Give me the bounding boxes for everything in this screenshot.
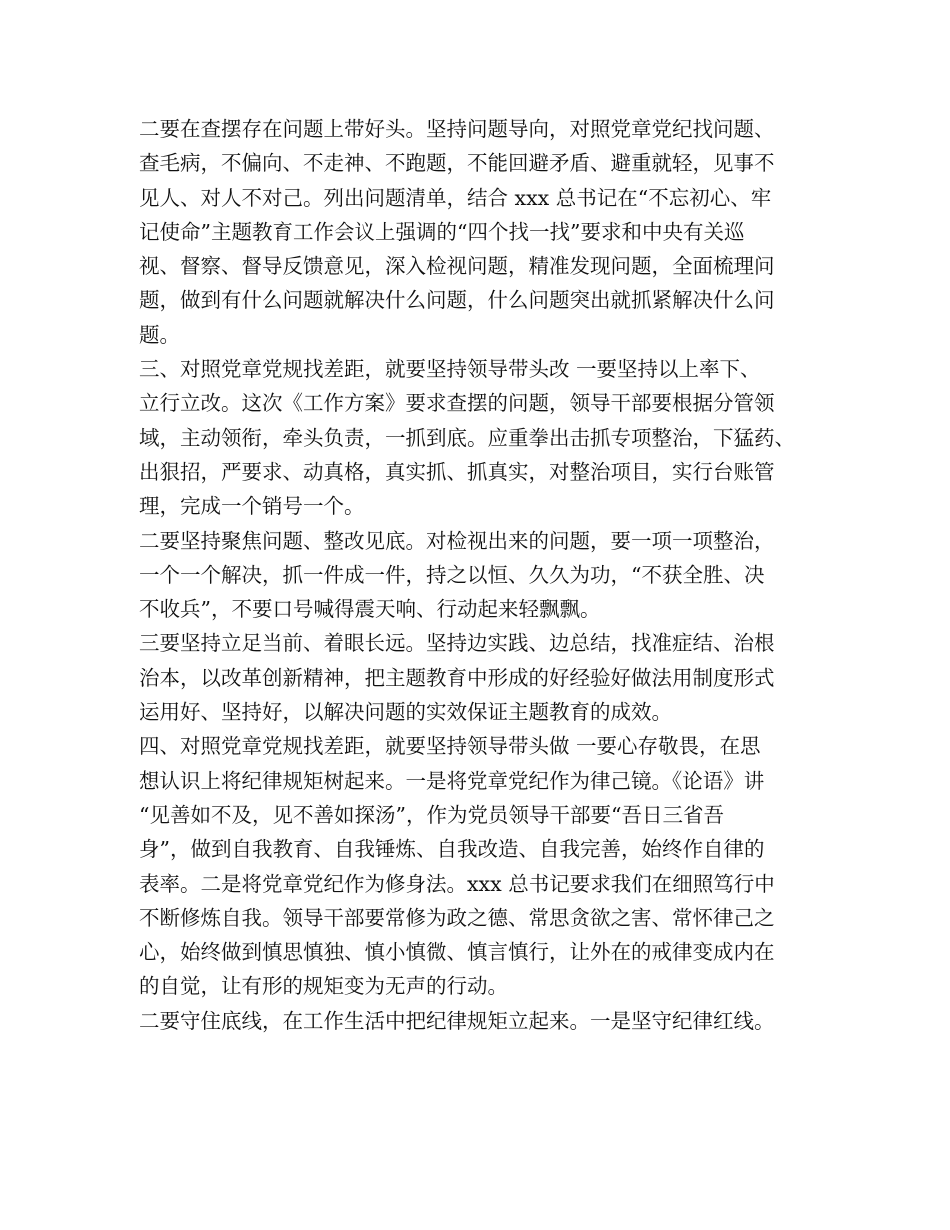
text-line: 不收兵”，不要口号喊得震天响、行动起来轻飘飘。 [139,597,601,622]
text-line: 三要坚持立足当前、着眼长远。坚持边实践、边总结，找准症结、治根 [139,631,775,656]
text-line: 一个一个解决，抓一件成一件，持之以恒、久久为功，“不获全胜、决 [139,562,765,587]
section-heading-line: 三、对照党章党规找差距，就要坚持领导带头改 一要坚持以上率下、 [139,357,761,382]
text-line: 身”，做到自我教育、自我锤炼、自我改造、自我完善，始终作自律的 [139,837,765,862]
text-line: 立行立改。这次《工作方案》要求查摆的问题，领导干部要根据分管领 [139,391,775,416]
text-line: 出狠招，严要求、动真格，真实抓、抓真实，对整治项目，实行台账管 [139,459,775,484]
text-line: 视、督察、督导反馈意见，深入检视问题，精准发现问题，全面梳理问 [139,254,775,279]
text-line: 心，始终做到慎思慎独、慎小慎微、慎言慎行，让外在的戒律变成内在 [139,940,775,965]
text-line: 域，主动领衔，牵头负责，一抓到底。应重拳出击抓专项整治，下猛药、 [139,425,795,450]
text-line: 题。 [139,322,180,347]
text-line: 运用好、坚持好，以解决问题的实效保证主题教育的成效。 [139,700,672,725]
text-line: “见善如不及，见不善如探汤”，作为党员领导干部要“吾日三省吾 [139,802,724,827]
text-line: 不断修炼自我。领导干部要常修为政之德、常思贪欲之害、常怀律己之 [139,905,775,930]
text-line: 二要守住底线，在工作生活中把纪律规矩立起来。一是坚守纪律红线。 [139,1008,775,1033]
text-line: 想认识上将纪律规矩树起来。一是将党章党纪作为律己镜。《论语》讲 [139,768,765,793]
body-text [139,112,829,1038]
text-line: 表率。二是将党章党纪作为修身法。xxx 总书记要求我们在细照笃行中 [139,871,775,896]
text-line: 治本，以改革创新精神，把主题教育中形成的好经验好做法用制度形式 [139,665,775,690]
text-line: 记使命”主题教育工作会议上强调的“四个找一找”要求和中央有关巡 [139,219,745,244]
text-line: 二要坚持聚焦问题、整改见底。对检视出来的问题，要一项一项整治， [139,528,775,553]
text-line: 查毛病，不偏向、不走神、不跑题，不能回避矛盾、避重就轻，见事不 [139,151,775,176]
text-line: 理，完成一个销号一个。 [139,494,365,519]
text-line: 二要在查摆存在问题上带好头。坚持问题导向，对照党章党纪找问题、 [139,117,775,141]
text-line: 的自觉，让有形的规矩变为无声的行动。 [139,974,508,999]
text-line: 题，做到有什么问题就解决什么问题，什么问题突出就抓紧解决什么问 [139,288,775,313]
text-line: 见人、对人不对己。列出问题清单，结合 xxx 总书记在“不忘初心、牢 [139,185,772,210]
section-heading-line: 四、对照党章党规找差距，就要坚持领导带头做 一要心存敬畏，在思 [139,734,761,759]
